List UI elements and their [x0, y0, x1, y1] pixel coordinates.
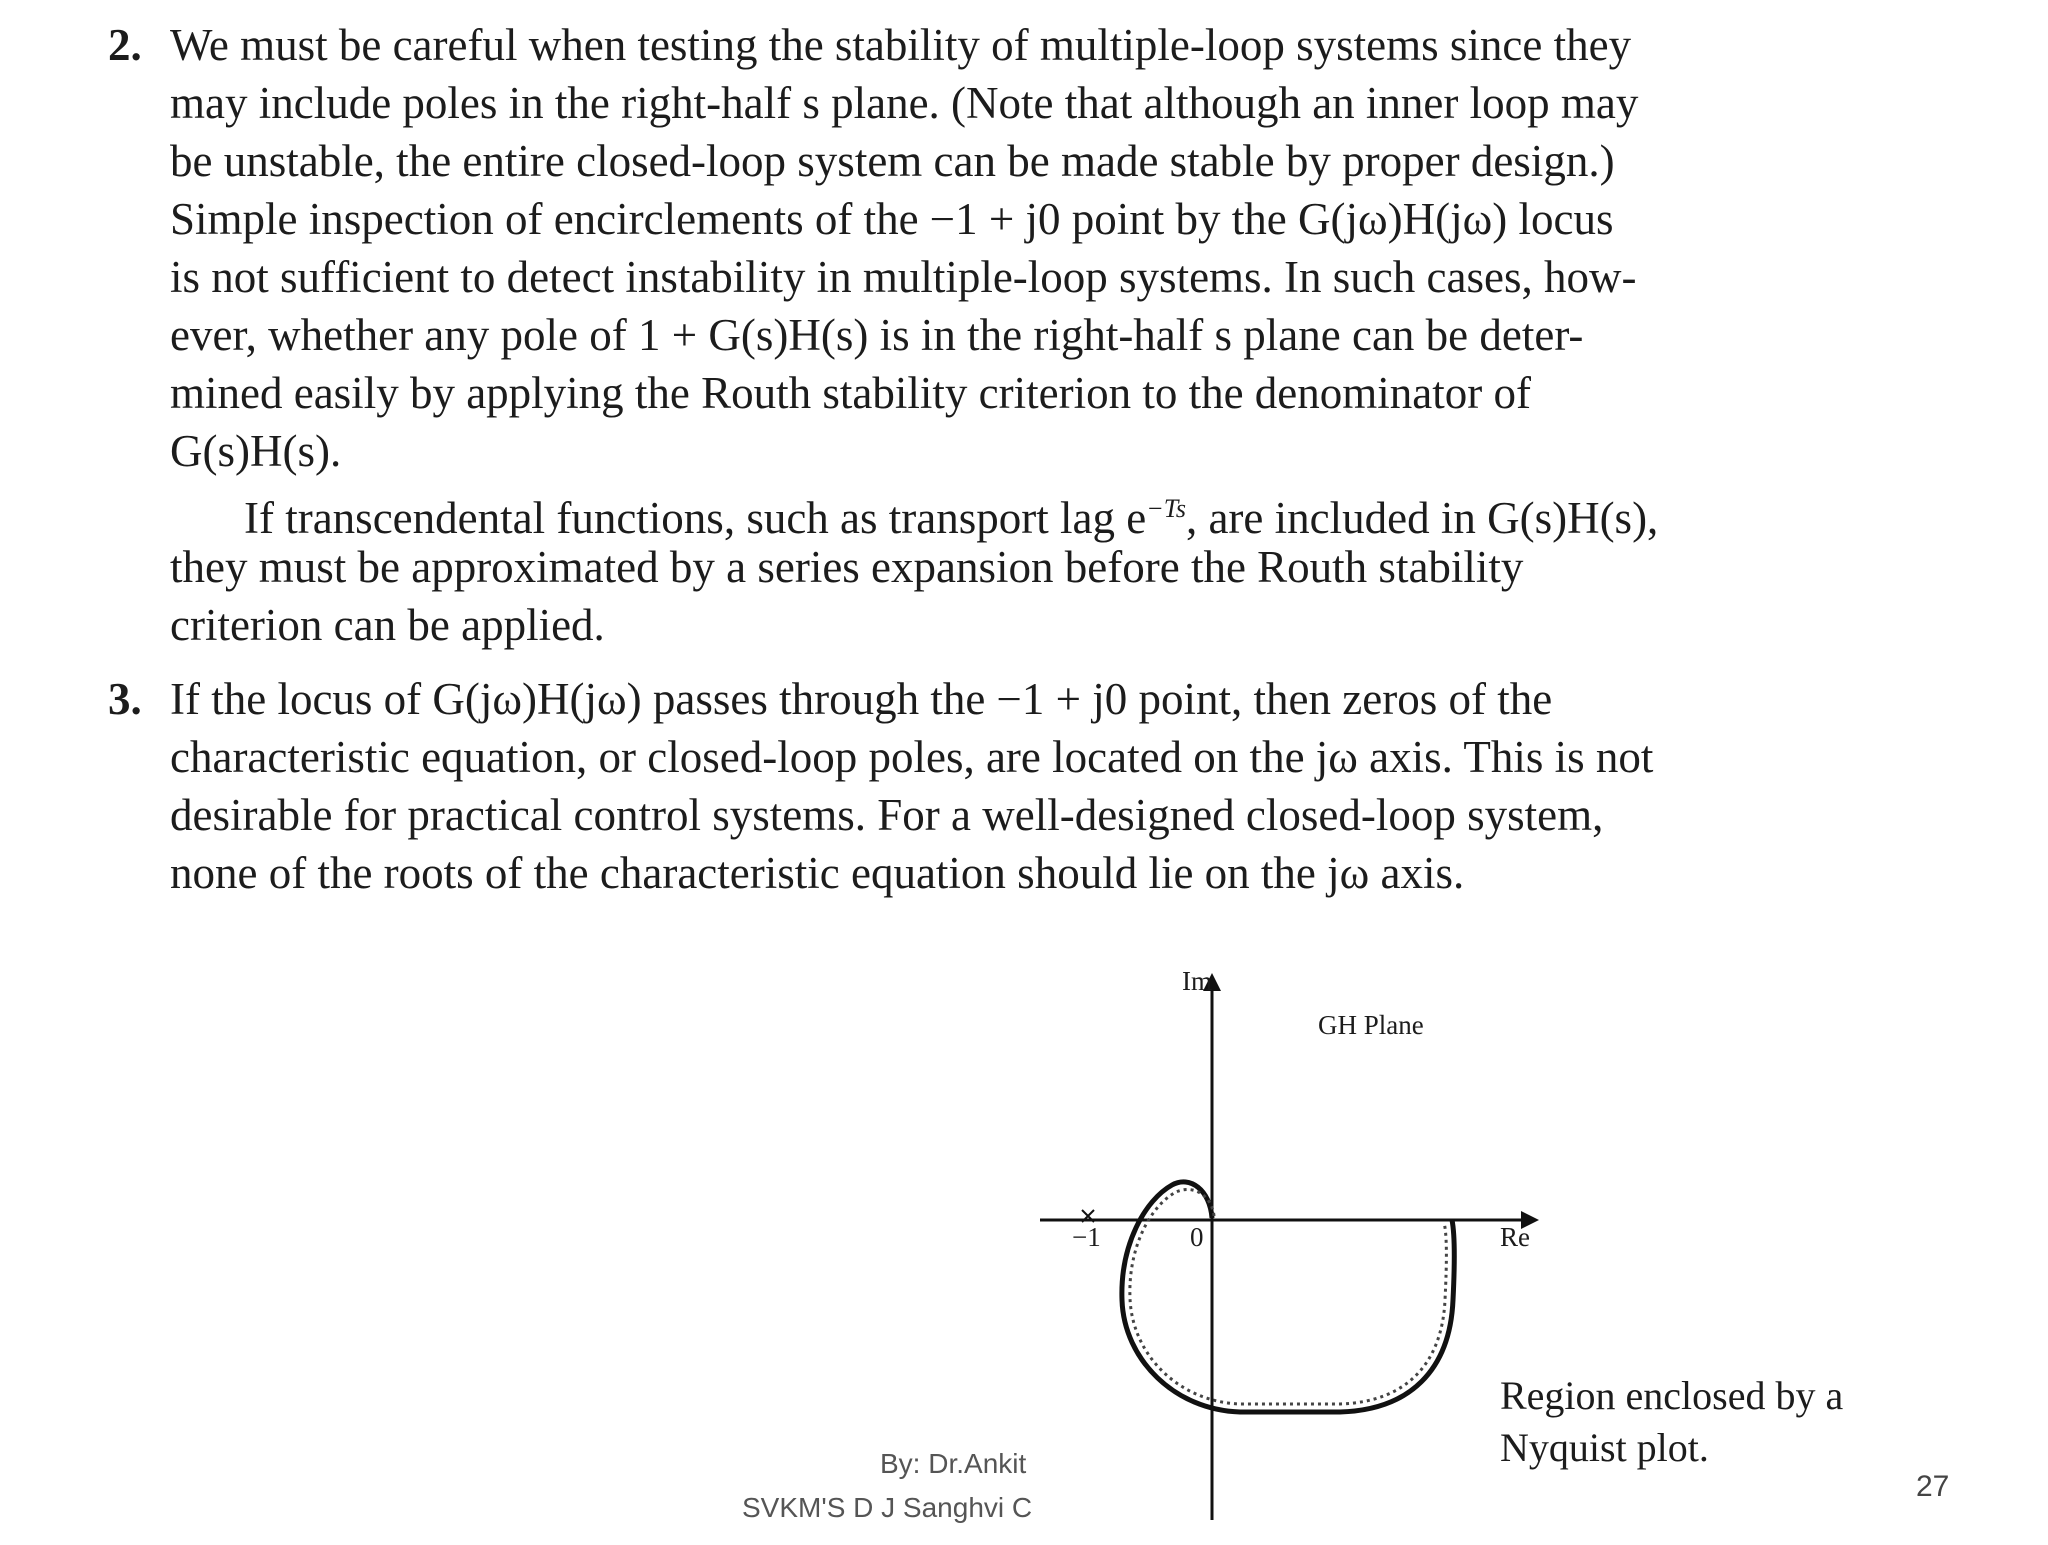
region-caption: [1500, 1370, 1843, 1474]
im-axis-label: Im: [1182, 966, 1212, 996]
item-number: 2.: [108, 20, 142, 70]
text-line: mined easily by applying the Routh stability criterion to the denominator of: [170, 368, 1531, 418]
text-segment: If transcendental functions, such as transport lag e: [244, 493, 1147, 543]
text-line: none of the roots of the characteristic equation should lie on the jω axis.: [170, 848, 1465, 898]
text-line: We must be careful when testing the stability of multiple-loop systems since they: [170, 20, 1632, 70]
text-line: be unstable, the entire closed-loop system can be made stable by proper design.): [170, 136, 1615, 186]
text-line: ever, whether any pole of 1 + G(s)H(s) is in the right-half s plane can be deter-: [170, 310, 1584, 360]
text-line: Simple inspection of encirclements of the −1 + j0 point by the G(jω)H(jω) locus: [170, 194, 1614, 244]
text-line: criterion can be applied.: [170, 600, 605, 650]
zero-label: 0: [1190, 1222, 1204, 1252]
footer-institution: SVKM'S D J Sanghvi C: [742, 1492, 1033, 1523]
text-line: may include poles in the right-half s plane. (Note that although an inner loop may: [170, 78, 1639, 128]
caption-line: Region enclosed by a: [1500, 1373, 1844, 1418]
text-line: [244, 480, 1658, 547]
text-line: If the locus of G(jω)H(jω) passes through the −1 + j0 point, then zeros of the: [170, 674, 1553, 724]
text-line: they must be approximated by a series expansion before the Routh stability: [170, 542, 1524, 592]
text-segment: , are included in G(s)H(s),: [1185, 493, 1659, 543]
region-hatching: [1130, 1189, 1447, 1404]
plane-label: GH Plane: [1318, 1010, 1424, 1040]
item-number: 3.: [108, 674, 142, 724]
nyquist-contour: [1122, 1182, 1455, 1412]
footer-author: By: Dr.Ankit: [880, 1448, 1027, 1479]
text-line: characteristic equation, or closed-loop poles, are located on the jω axis. This is not: [170, 732, 1654, 782]
text-line: desirable for practical control systems. For a well-designed closed-loop system,: [170, 790, 1604, 840]
text-line: is not sufficient to detect instability in multiple-loop systems. In such cases, how-: [170, 252, 1637, 302]
minus-one-label: −1: [1072, 1222, 1101, 1252]
page-number: 27: [1916, 1470, 1950, 1503]
caption-line: Nyquist plot.: [1500, 1425, 1709, 1470]
text-line: G(s)H(s).: [170, 426, 342, 476]
superscript: −Ts: [1146, 494, 1186, 523]
re-axis-label: Re: [1500, 1222, 1530, 1252]
